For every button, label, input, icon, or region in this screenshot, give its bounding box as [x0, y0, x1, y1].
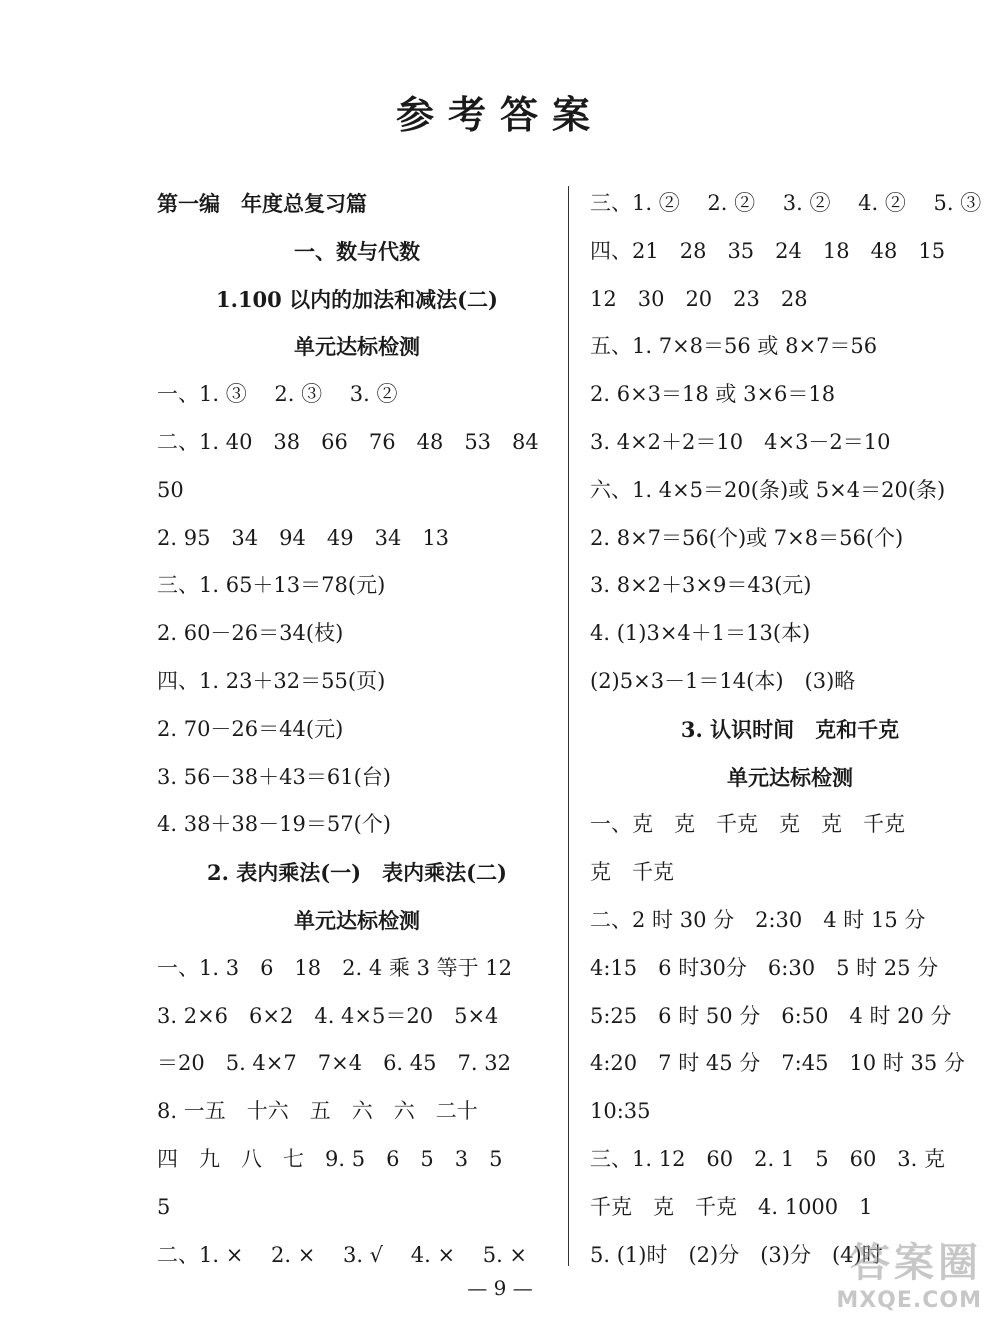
- answer-line: 4:20 7 时 45 分 7:45 10 时 35 分: [590, 1051, 965, 1076]
- answer-line: 2. 6×3＝18 或 3×6＝18: [590, 382, 836, 407]
- answer-line: (2)5×3－1＝14(本) (3)略: [590, 668, 856, 693]
- right-answer-column: [590, 180, 990, 1279]
- answer-line: 五、1. 7×8＝56 或 8×7＝56: [590, 334, 878, 359]
- answer-line: 50: [157, 477, 184, 502]
- answer-line: 2. 8×7＝56(个)或 7×8＝56(个): [590, 525, 904, 550]
- column-divider: [568, 186, 569, 1266]
- answer-line: 4. 38＋38－19＝57(个): [157, 812, 391, 837]
- answer-line: 单元达标检测: [294, 334, 420, 360]
- answer-line: 三、1. ② 2. ② 3. ② 4. ② 5. ③: [590, 191, 982, 215]
- answer-line: 3. 56－38＋43＝61(台): [157, 764, 391, 789]
- answer-line: 千克 克 千克 4. 1000 1: [590, 1194, 873, 1219]
- answer-line: 3. 8×2＋3×9＝43(元): [590, 573, 812, 598]
- answer-line: 2. 表内乘法(一) 表内乘法(二): [207, 860, 507, 886]
- watermark-logo-text: 答案圈: [850, 1240, 982, 1286]
- answer-line: 四、21 28 35 24 18 48 15: [590, 238, 946, 263]
- answer-line: 12 30 20 23 28: [590, 286, 808, 311]
- answer-line: 3. 4×2＋2＝10 4×3－2＝10: [590, 429, 891, 454]
- answer-line: 三、1. 12 60 2. 1 5 60 3. 克: [590, 1146, 946, 1171]
- answer-line: 5: [157, 1194, 171, 1219]
- answer-line: 3. 2×6 6×2 4. 4×5＝20 5×4: [157, 1003, 499, 1028]
- answer-line: 四 九 八 七 9. 5 6 5 3 5: [157, 1146, 503, 1171]
- answer-line: 一、1. ③ 2. ③ 3. ②: [157, 382, 398, 407]
- answer-line: 1.100 以内的加法和减法(二): [216, 286, 498, 312]
- answer-line: 一、克 克 千克 克 克 千克: [590, 812, 905, 837]
- answer-line: 一、1. 3 6 18 2. 4 乘 3 等于 12: [157, 955, 513, 980]
- answer-line: 三、1. 65＋13＝78(元): [157, 573, 386, 598]
- answer-line: 四、1. 23＋32＝55(页): [157, 668, 386, 693]
- answer-line: 二、1. 40 38 66 76 48 53 84: [157, 429, 539, 454]
- answer-line: ＝20 5. 4×7 7×4 6. 45 7. 32: [157, 1051, 511, 1076]
- answer-line: 10:35: [590, 1099, 651, 1124]
- answer-line: 3. 认识时间 克和千克: [680, 716, 900, 742]
- answer-line: 2. 70－26＝44(元): [157, 716, 344, 741]
- answer-line: 二、1. × 2. × 3. √ 4. × 5. ×: [157, 1242, 528, 1267]
- answer-line: 单元达标检测: [294, 907, 420, 933]
- left-answer-column: [157, 180, 557, 1279]
- answer-line: 2. 60－26＝34(枝): [157, 621, 344, 646]
- answer-line: 2. 95 34 94 49 34 13: [157, 525, 450, 550]
- answer-line: 一、数与代数: [294, 238, 420, 264]
- watermark-url: MXQE.COM: [836, 1288, 982, 1313]
- answer-line: 第一编 年度总复习篇: [157, 191, 367, 216]
- answer-line: 4:15 6 时30分 6:30 5 时 25 分: [590, 955, 939, 980]
- answer-line: 六、1. 4×5＝20(条)或 5×4＝20(条): [590, 477, 946, 502]
- answer-line: 二、2 时 30 分 2:30 4 时 15 分: [590, 907, 926, 932]
- answer-line: 克 千克: [590, 860, 674, 885]
- answer-line: 8. 一五 十六 五 六 六 二十: [157, 1099, 478, 1124]
- answer-line: 单元达标检测: [727, 764, 853, 790]
- page-number: — 9 —: [467, 1276, 533, 1300]
- answer-line: 5. (1)时 (2)分 (3)分 (4)时: [590, 1242, 883, 1267]
- answer-line: 4. (1)3×4＋1＝13(本): [590, 621, 811, 646]
- answer-line: 5:25 6 时 50 分 6:50 4 时 20 分: [590, 1003, 952, 1028]
- page-title: 参考答案: [395, 92, 604, 137]
- watermark-logo: [836, 1231, 982, 1313]
